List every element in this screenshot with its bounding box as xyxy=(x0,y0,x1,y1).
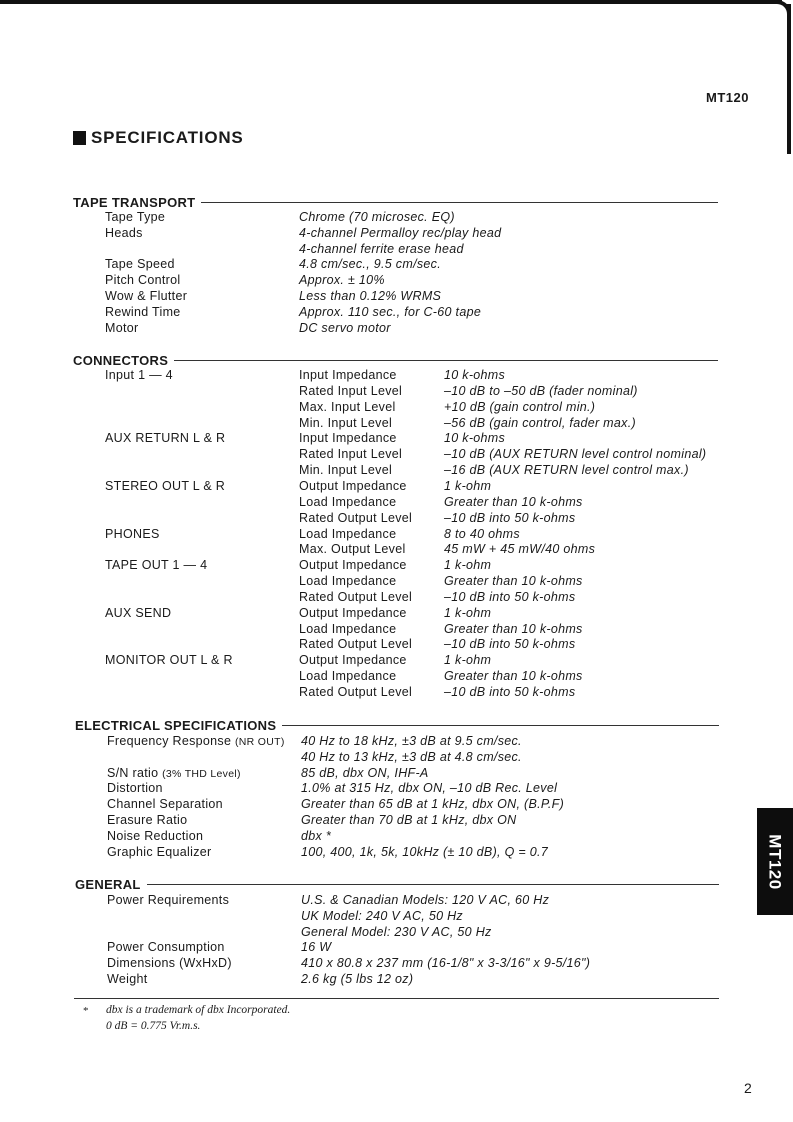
spec-label-group xyxy=(107,733,285,750)
spec-label-group xyxy=(107,796,223,812)
spec-row xyxy=(0,780,793,796)
connector-value: –16 dB (AUX RETURN level control max.) xyxy=(444,463,689,478)
spec-row xyxy=(0,256,793,272)
connector-value: –10 dB into 50 k-ohms xyxy=(444,510,576,525)
spec-label: Tape Speed xyxy=(105,257,175,272)
connector-name: PHONES xyxy=(105,526,160,541)
connector-parameter: Rated Output Level xyxy=(299,589,413,604)
connector-value: –56 dB (gain control, fader max.) xyxy=(444,415,636,430)
connector-parameter: Load Impedance xyxy=(299,526,397,541)
connector-value: 8 to 40 ohms xyxy=(444,526,520,541)
spec-label: Weight xyxy=(107,972,148,986)
spec-row xyxy=(0,765,793,781)
connector-row xyxy=(0,541,793,557)
connector-row xyxy=(0,430,793,446)
spec-value: UK Model: 240 V AC, 50 Hz xyxy=(301,908,463,923)
connector-parameter: Rated Input Level xyxy=(299,447,403,462)
general-heading-text: GENERAL xyxy=(75,877,141,892)
connector-name: AUX SEND xyxy=(105,605,172,620)
connector-row xyxy=(0,621,793,637)
spec-label: Wow & Flutter xyxy=(105,289,188,303)
spec-value: dbx * xyxy=(301,828,331,843)
connector-row xyxy=(0,446,793,462)
connector-row xyxy=(0,510,793,526)
spec-row xyxy=(0,796,793,812)
connector-value: 1 k-ohm xyxy=(444,558,492,573)
connector-parameter: Max. Input Level xyxy=(299,399,396,414)
connector-value: Greater than 10 k-ohms xyxy=(444,669,583,684)
connector-row xyxy=(0,652,793,668)
spec-value: Greater than 70 dB at 1 kHz, dbx ON xyxy=(301,813,517,827)
connector-row xyxy=(0,399,793,415)
connector-value: 1 k-ohm xyxy=(444,478,492,493)
spec-label: S/N ratio xyxy=(107,765,159,780)
page-title-text: SPECIFICATIONS xyxy=(91,128,244,147)
connector-row xyxy=(0,415,793,431)
spec-row xyxy=(0,272,793,288)
spec-value: 1.0% at 315 Hz, dbx ON, –10 dB Rec. Level xyxy=(301,781,558,796)
spec-value: Less than 0.12% WRMS xyxy=(299,289,442,303)
connector-value: –10 dB into 50 k-ohms xyxy=(444,637,576,652)
side-tab-label: MT120 xyxy=(766,833,786,890)
tape-transport-heading xyxy=(73,195,718,210)
connector-row xyxy=(0,383,793,399)
connector-row xyxy=(0,636,793,652)
spec-row xyxy=(0,241,793,257)
connector-row xyxy=(0,526,793,542)
spec-label: Channel Separation xyxy=(107,797,223,812)
page-title xyxy=(73,128,244,148)
model-number: MT120 xyxy=(706,90,749,105)
spec-note: (3% THD Level) xyxy=(162,767,241,780)
spec-label: Pitch Control xyxy=(105,273,181,288)
connector-parameter: Rated Input Level xyxy=(299,383,403,398)
section-rule xyxy=(282,725,719,726)
spec-value: 2.6 kg (5 lbs 12 oz) xyxy=(301,972,414,986)
spec-label: Noise Reduction xyxy=(107,828,204,843)
connector-row xyxy=(0,367,793,383)
spec-value: Greater than 65 dB at 1 kHz, dbx ON, (B.P.F) xyxy=(301,797,565,812)
spec-label-group xyxy=(107,812,187,828)
spec-value: 40 Hz to 18 kHz, ±3 dB at 9.5 cm/sec. xyxy=(301,734,522,748)
spec-label-group xyxy=(107,765,241,782)
spec-value: 85 dB, dbx ON, IHF-A xyxy=(301,765,429,780)
connector-value: –10 dB into 50 k-ohms xyxy=(444,589,576,604)
spec-label: Dimensions (WxHxD) xyxy=(107,956,232,971)
spec-value: DC servo motor xyxy=(299,320,391,335)
spec-value: 4-channel ferrite erase head xyxy=(299,241,464,256)
spec-label: Frequency Response xyxy=(107,734,232,748)
spec-label: Power Requirements xyxy=(107,893,230,907)
spec-value: 410 x 80.8 x 237 mm (16-1/8" x 3-3/16" x 9-5/16") xyxy=(301,956,591,971)
spec-label: Motor xyxy=(105,320,139,335)
footnote-reference: 0 dB = 0.775 Vr.m.s. xyxy=(106,1020,201,1032)
connector-name: MONITOR OUT L & R xyxy=(105,653,233,668)
right-border xyxy=(787,4,791,154)
section-rule xyxy=(201,202,718,203)
connectors-heading-text: CONNECTORS xyxy=(73,353,169,368)
spec-value: Approx. ± 10% xyxy=(299,273,385,288)
spec-value: U.S. & Canadian Models: 120 V AC, 60 Hz xyxy=(301,893,550,907)
spec-label-group xyxy=(107,844,211,860)
connector-name: Input 1 — 4 xyxy=(105,368,173,382)
connector-name: AUX RETURN L & R xyxy=(105,431,226,446)
connector-parameter: Input Impedance xyxy=(299,431,397,446)
connector-name: STEREO OUT L & R xyxy=(105,478,226,493)
spec-value: Chrome (70 microsec. EQ) xyxy=(299,210,455,224)
connector-parameter: Load Impedance xyxy=(299,574,397,589)
connector-value: –10 dB into 50 k-ohms xyxy=(444,685,576,699)
spec-row xyxy=(0,828,793,844)
connector-parameter: Input Impedance xyxy=(299,368,397,382)
connector-parameter: Min. Input Level xyxy=(299,415,393,430)
spec-label: Erasure Ratio xyxy=(107,813,188,827)
connector-row xyxy=(0,668,793,684)
footnote-divider xyxy=(74,998,719,999)
connector-row xyxy=(0,605,793,621)
bullet-square-icon xyxy=(73,131,86,145)
electrical-heading xyxy=(75,718,719,733)
connector-parameter: Load Impedance xyxy=(299,494,397,509)
footnote-star: * xyxy=(83,1005,89,1017)
footnote-trademark: dbx is a trademark of dbx Incorporated. xyxy=(106,1004,291,1016)
spec-label: Tape Type xyxy=(105,210,166,224)
connector-row xyxy=(0,573,793,589)
spec-row xyxy=(0,749,793,765)
spec-label: Graphic Equalizer xyxy=(107,844,212,859)
connector-row xyxy=(0,494,793,510)
connector-value: 10 k-ohms xyxy=(444,368,506,382)
connector-row xyxy=(0,589,793,605)
spec-row xyxy=(0,733,793,749)
top-border xyxy=(0,0,782,4)
connector-row xyxy=(0,684,793,700)
connector-parameter: Rated Output Level xyxy=(299,510,413,525)
spec-row xyxy=(0,304,793,320)
spec-label: Heads xyxy=(105,225,143,240)
spec-row xyxy=(0,320,793,336)
spec-value: Approx. 110 sec., for C-60 tape xyxy=(299,304,482,319)
spec-row xyxy=(0,812,793,828)
spec-row xyxy=(0,908,793,924)
spec-value: General Model: 230 V AC, 50 Hz xyxy=(301,924,492,939)
spec-value: 4-channel Permalloy rec/play head xyxy=(299,225,502,240)
electrical-heading-text: ELECTRICAL SPECIFICATIONS xyxy=(75,718,277,733)
connector-parameter: Load Impedance xyxy=(299,621,397,636)
general-heading xyxy=(75,877,719,892)
connector-parameter: Rated Output Level xyxy=(299,637,413,652)
spec-label: Rewind Time xyxy=(105,304,181,319)
connector-parameter: Min. Input Level xyxy=(299,463,393,478)
side-tab xyxy=(757,808,793,915)
connector-value: 1 k-ohm xyxy=(444,653,492,668)
connector-value: –10 dB to –50 dB (fader nominal) xyxy=(444,383,638,398)
connector-value: –10 dB (AUX RETURN level control nominal) xyxy=(444,447,707,462)
connectors-heading xyxy=(73,353,718,368)
connector-parameter: Output Impedance xyxy=(299,558,407,573)
spec-row xyxy=(0,209,793,225)
spec-label: Power Consumption xyxy=(107,940,225,955)
section-rule xyxy=(174,360,718,361)
connector-parameter: Max. Output Level xyxy=(299,542,406,557)
connector-parameter: Output Impedance xyxy=(299,605,407,620)
spec-value: 40 Hz to 13 kHz, ±3 dB at 4.8 cm/sec. xyxy=(301,749,522,764)
connector-row xyxy=(0,557,793,573)
spec-value: 100, 400, 1k, 5k, 10kHz (± 10 dB), Q = 0.7 xyxy=(301,844,549,859)
spec-value: 4.8 cm/sec., 9.5 cm/sec. xyxy=(299,257,441,272)
spec-row xyxy=(0,939,793,955)
connector-parameter: Load Impedance xyxy=(299,669,397,684)
section-rule xyxy=(147,884,719,885)
connector-value: 10 k-ohms xyxy=(444,431,506,446)
connector-parameter: Output Impedance xyxy=(299,653,407,668)
spec-row xyxy=(0,971,793,987)
page-number: 2 xyxy=(744,1080,752,1096)
spec-note: (NR OUT) xyxy=(235,736,285,748)
connector-row xyxy=(0,478,793,494)
connector-parameter: Output Impedance xyxy=(299,478,407,493)
spec-label-group xyxy=(107,780,163,796)
spec-row xyxy=(0,225,793,241)
connector-value: Greater than 10 k-ohms xyxy=(444,494,583,509)
connector-row xyxy=(0,462,793,478)
connector-name: TAPE OUT 1 — 4 xyxy=(105,558,208,573)
spec-value: 16 W xyxy=(301,940,332,955)
spec-label: Distortion xyxy=(107,781,163,796)
spec-row xyxy=(0,955,793,971)
spec-row xyxy=(0,892,793,908)
spec-label-group xyxy=(107,828,203,844)
connector-value: Greater than 10 k-ohms xyxy=(444,574,583,589)
tape-transport-heading-text: TAPE TRANSPORT xyxy=(73,195,196,210)
connector-value: 45 mW + 45 mW/40 ohms xyxy=(444,542,596,557)
spec-row xyxy=(0,844,793,860)
spec-row xyxy=(0,924,793,940)
spec-row xyxy=(0,288,793,304)
connector-parameter: Rated Output Level xyxy=(299,685,413,699)
connector-value: Greater than 10 k-ohms xyxy=(444,621,583,636)
connector-value: +10 dB (gain control min.) xyxy=(444,399,596,414)
connector-value: 1 k-ohm xyxy=(444,605,492,620)
